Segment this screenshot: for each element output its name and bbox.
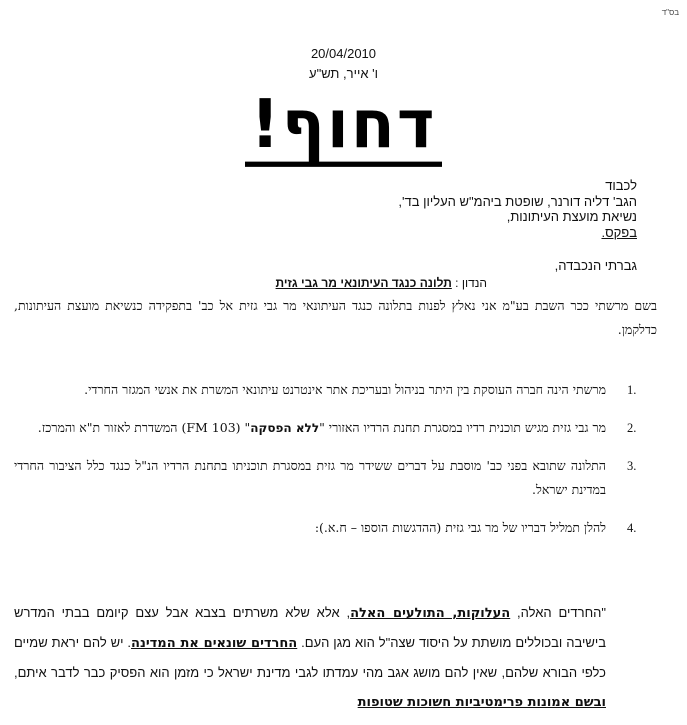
list-item bbox=[0, 416, 687, 440]
list-item-number: 4. bbox=[627, 521, 637, 535]
list-item bbox=[0, 454, 687, 502]
salutation: גברתי הנכבדה, bbox=[554, 258, 637, 273]
addressee-block bbox=[398, 178, 637, 240]
list-item-number: 3. bbox=[627, 459, 637, 473]
subject-line bbox=[276, 275, 487, 291]
frequency: (FM 103) bbox=[181, 420, 241, 435]
quote-emphasis: החרדים שונאים את המדינה bbox=[131, 636, 298, 651]
numbered-list bbox=[0, 378, 687, 554]
quote-emphasis: ובשם אמונות פרימטיביות חשוכות שטופות bbox=[357, 695, 606, 710]
quote-text: . יש להם יראת שמיים כלפי הבורא שלהם, שאין להם מושג אגב מהי עמדתו לגבי מדינת ישראל כי מזמן הוא הפסיק כבר לדבר איתם, bbox=[14, 635, 606, 680]
gregorian-date: 20/04/2010 bbox=[310, 46, 377, 61]
addressee-line-role: נשיאת מועצת העיתונות, bbox=[506, 209, 637, 224]
addressee-line-name: הגב' דליה דורנר, שופטת ביהמ"ש העליון בד', bbox=[398, 193, 637, 209]
header-mark: בס"ד bbox=[661, 8, 679, 17]
station-name: ללא הפסקה bbox=[250, 421, 320, 435]
list-item-text: להלן תמליל דבריו של מר גבי גזית (ההדגשות הוספו – ח.א.): bbox=[314, 520, 606, 535]
hebrew-date: ו' אייר, תש"ע bbox=[309, 66, 378, 81]
list-item-text-part: המשדרת לאזור ת"א והמרכז. bbox=[37, 420, 182, 435]
transcript-quote bbox=[14, 598, 606, 717]
list-item-text: מרשתי הינה חברה העוסקת בין היתר בניהול ובעריכת אתר אינטרנט עיתונאי המשרת את אנשי המגזר החרדי. bbox=[84, 382, 606, 397]
urgent-title: דחוף! bbox=[245, 88, 443, 167]
addressee-line-honor: לכבוד bbox=[605, 178, 637, 193]
list-item-text bbox=[14, 416, 606, 440]
list-item-number: 1. bbox=[627, 383, 637, 397]
addressee-line-delivery: בפקס. bbox=[601, 224, 637, 240]
intro-paragraph: בשם מרשתי ככר השבת בע"מ אני נאלץ לפנות בתלונה כנגד העיתונאי מר גבי גזית אל כב' בתפקידה כנשיאת מועצת העיתונות, כדלקמן. bbox=[14, 298, 657, 337]
subject-value: תלונה כנגד העיתונאי מר גבי גזית bbox=[275, 276, 452, 290]
list-item-text: התלונה שתובא בפני כב' מוסבת על דברים ששידר מר גזית במסגרת תוכניתו בתחנת הרדיו הנ"ל כנגד כלל הציבור החרדי במדינת ישראל. bbox=[14, 458, 606, 497]
list-item bbox=[0, 516, 687, 540]
list-item bbox=[0, 378, 687, 402]
subject-label: הנדון : bbox=[451, 276, 487, 290]
title-wrap bbox=[0, 86, 687, 165]
quote-emphasis: העלוקות, התולעים האלה bbox=[350, 606, 511, 621]
quote-text: , אלא שלא משרתים בצבא אבל עצם קיומם בבתי המדרש בישיבה ובכוללים מושתת על היסוד שצה"ל הוא מגן העם. bbox=[14, 605, 606, 650]
date-block bbox=[0, 44, 687, 84]
list-item-text-part: מר גבי גזית מגיש תוכנית רדיו במסגרת תחנת הרדיו האזורי " bbox=[319, 420, 606, 435]
quote-text: "החרדים האלה, bbox=[510, 605, 606, 620]
list-item-text-part: " bbox=[240, 420, 251, 435]
list-item-number: 2. bbox=[627, 421, 637, 435]
